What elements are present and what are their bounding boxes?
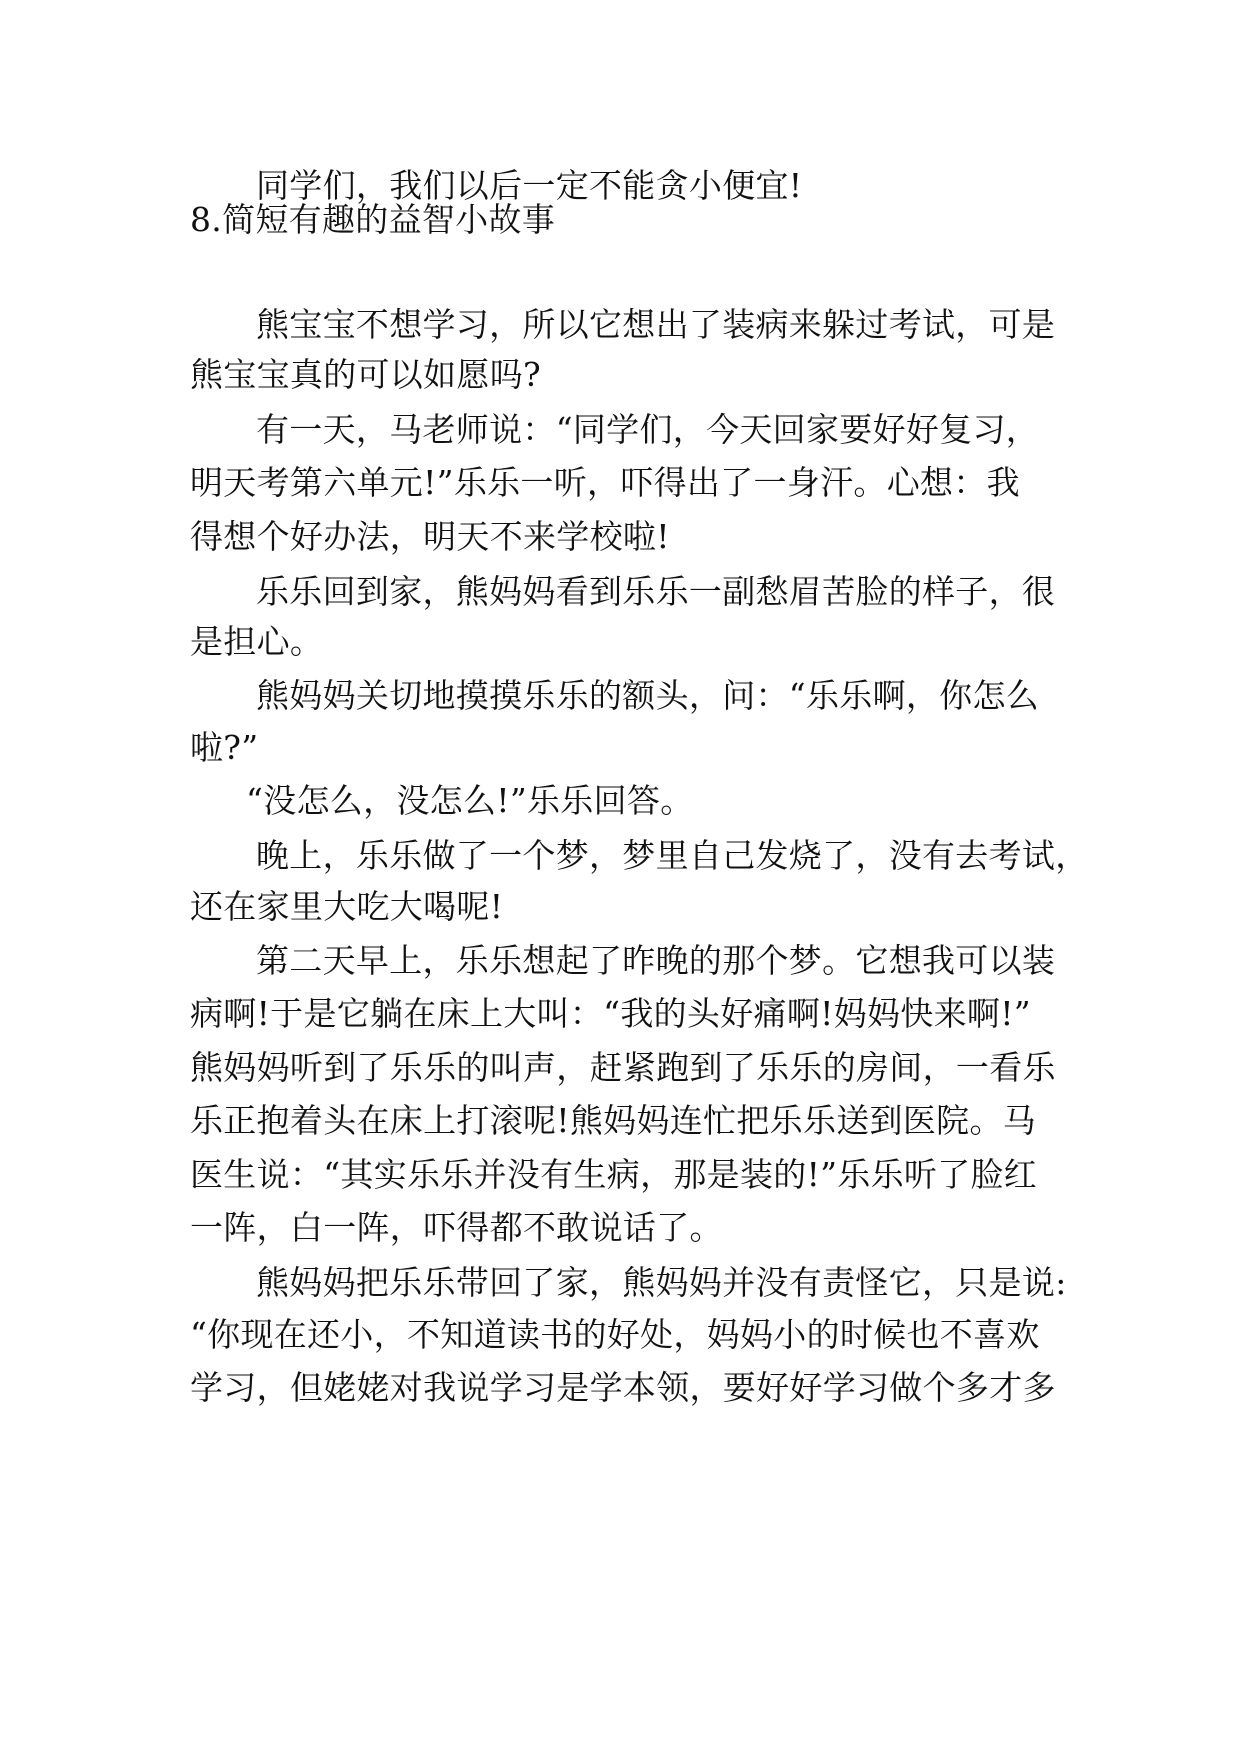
paragraph-line: 啦?” (190, 728, 259, 767)
paragraph-line: “没怎么，没怎么!”乐乐回答。 (246, 781, 694, 820)
paragraph-line: 第二天早上，乐乐想起了昨晚的那个梦。它想我可以装 (256, 941, 1056, 980)
paragraph-line: 是担心。 (190, 622, 324, 661)
paragraph-line: 同学们，我们以后一定不能贪小便宜! (256, 166, 803, 205)
paragraph-line: 明天考第六单元!”乐乐一听，吓得出了一身汗。心想：我 (190, 463, 1020, 502)
paragraph-line: 乐乐回到家，熊妈妈看到乐乐一副愁眉苦脸的样子，很 (256, 572, 1056, 611)
paragraph-line: 有一天，马老师说：“同学们，今天回家要好好复习， (256, 410, 1040, 449)
paragraph-line: 一阵，白一阵，吓得都不敢说话了。 (190, 1208, 723, 1247)
paragraph-line: 熊宝宝不想学习，所以它想出了装病来躲过考试，可是 (256, 305, 1056, 344)
paragraph-line: 还在家里大吃大喝呢! (190, 887, 504, 926)
paragraph-line: 得想个好办法，明天不来学校啦! (190, 517, 670, 556)
paragraph-line: “你现在还小，不知道读书的好处，妈妈小的时候也不喜欢 (190, 1315, 1040, 1354)
paragraph-line: 病啊!于是它躺在床上大叫：“我的头好痛啊!妈妈快来啊!” (190, 994, 1031, 1033)
paragraph-line: 医生说：“其实乐乐并没有生病，那是装的!”乐乐听了脸红 (190, 1155, 1038, 1194)
section-heading: 8.简短有趣的益智小故事 (190, 200, 556, 239)
paragraph-line: 学习，但姥姥对我说学习是学本领，要好好学习做个多才多 (190, 1368, 1056, 1407)
paragraph-line: 熊妈妈关切地摸摸乐乐的额头，问：“乐乐啊，你怎么 (256, 676, 1040, 715)
paragraph-line: 乐正抱着头在床上打滚呢!熊妈妈连忙把乐乐送到医院。马 (190, 1101, 1037, 1140)
paragraph-line: 熊妈妈听到了乐乐的叫声，赶紧跑到了乐乐的房间，一看乐 (190, 1048, 1056, 1087)
paragraph-line: 熊宝宝真的可以如愿吗? (190, 355, 541, 394)
paragraph-line: 晚上，乐乐做了一个梦，梦里自己发烧了，没有去考试， (256, 836, 1089, 875)
paragraph-line: 熊妈妈把乐乐带回了家，熊妈妈并没有责怪它，只是说: (256, 1263, 1067, 1302)
